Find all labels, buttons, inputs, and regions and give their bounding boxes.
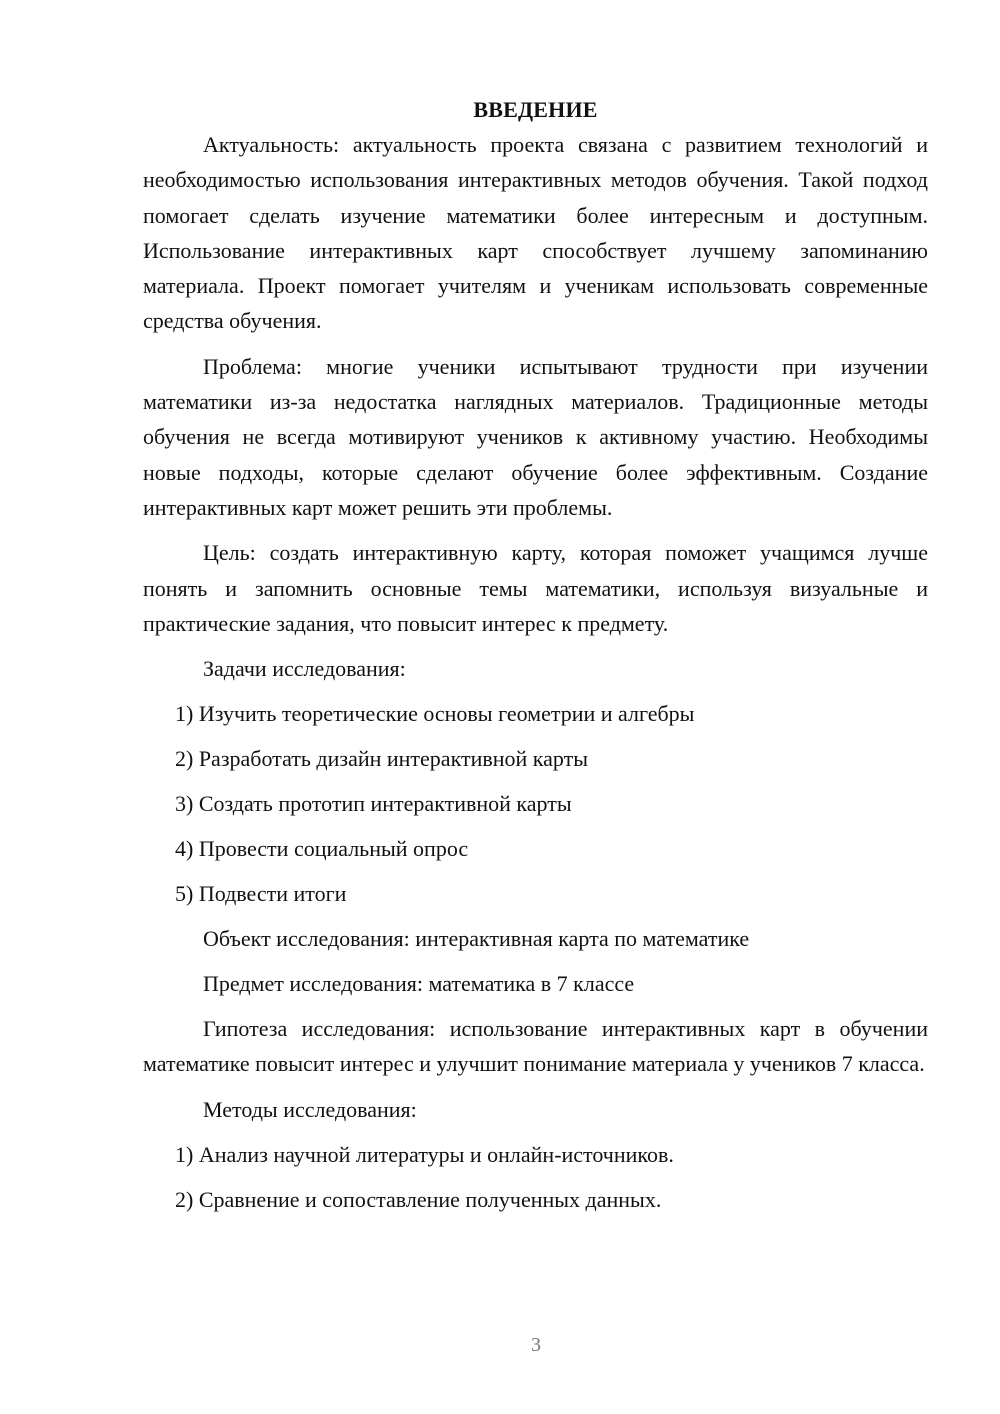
task-item: 4) Провести социальный опрос — [175, 836, 469, 862]
tasks-title: Задачи исследования: — [203, 656, 406, 682]
task-item: 1) Изучить теоретические основы геометрии и алгебры — [175, 701, 695, 727]
problem-paragraph: Проблема: многие ученики испытывают трудности при изучении математики из-за недостатка наглядных материалов. Традиционные методы обучения не всегда мотивируют учеников к активному участию. Необходимы новые подходы, которые сделают обучение более эффективным. Создание интерактивных карт может решить эти проблемы. — [143, 353, 928, 520]
goal-paragraph: Цель: создать интерактивную карту, которая поможет учащимся лучше понять и запомнить основные темы математики, используя визуальные и практические задания, что повысит интерес к предмету. — [143, 540, 928, 636]
task-item: 5) Подвести итоги — [175, 881, 347, 907]
research-object: Объект исследования: интерактивная карта по математике — [203, 926, 750, 952]
method-item: 1) Анализ научной литературы и онлайн-источников. — [175, 1141, 674, 1167]
task-item: 2) Разработать дизайн интерактивной карты — [175, 746, 589, 772]
hypothesis-paragraph: Гипотеза исследования: использование интерактивных карт в обучении математике повысит интерес и улучшит понимание материала у учеников 7 класса. — [143, 1016, 928, 1077]
research-subject: Предмет исследования: математика в 7 классе — [203, 971, 635, 997]
page-content — [143, 92, 928, 1217]
task-item: 3) Создать прототип интерактивной карты — [175, 791, 572, 817]
page-number: 3 — [531, 1334, 541, 1356]
relevance-paragraph: Актуальность: актуальность проекта связана с развитием технологий и необходимостью использования интерактивных методов обучения. Такой подход помогает сделать изучение математики более интересным и доступным. Использование интерактивных карт способствует лучшему запоминанию материала. Проект помогает учителям и ученикам использовать современные средства обучения. — [143, 132, 928, 334]
section-heading: ВВЕДЕНИЕ — [473, 97, 598, 122]
method-item: 2) Сравнение и сопоставление полученных данных. — [175, 1186, 662, 1212]
methods-title: Методы исследования: — [203, 1096, 417, 1122]
